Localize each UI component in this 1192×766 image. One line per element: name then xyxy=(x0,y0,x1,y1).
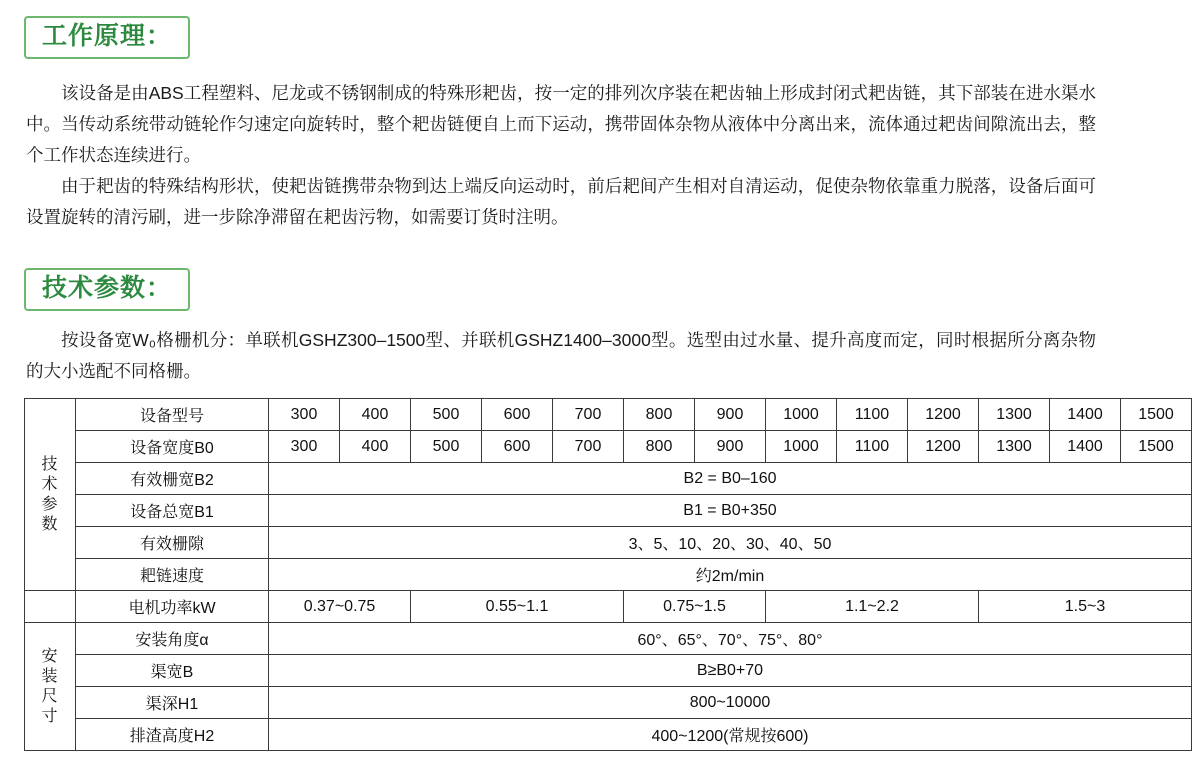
width-cell-4: 700 xyxy=(553,431,624,463)
row-label-angle: 安装角度α xyxy=(76,623,269,655)
motor-power-value-3: 1.1~2.2 xyxy=(766,591,979,623)
model-cell-6: 900 xyxy=(695,399,766,431)
spec-table xyxy=(24,398,1192,751)
section-heading-parameters-wrap xyxy=(24,268,190,311)
gap-value: 3、5、10、20、30、40、50 xyxy=(269,527,1192,559)
model-cell-7: 1000 xyxy=(766,399,837,431)
side-label-tech-text: 技术参数 xyxy=(41,455,59,533)
row-label-total-b1: 设备总宽B1 xyxy=(76,495,269,527)
width-cell-10: 1300 xyxy=(979,431,1050,463)
table-row xyxy=(25,623,1192,655)
table-row xyxy=(25,527,1192,559)
model-cell-8: 1100 xyxy=(837,399,908,431)
model-cell-9: 1200 xyxy=(908,399,979,431)
chain-speed-value: 约2m/min xyxy=(269,559,1192,591)
table-row xyxy=(25,559,1192,591)
discharge-height-value: 400~1200(常规按600) xyxy=(269,719,1192,751)
motor-power-value-1: 0.55~1.1 xyxy=(411,591,624,623)
row-label-motor-power: 电机功率kW xyxy=(76,591,269,623)
table-row xyxy=(25,463,1192,495)
width-cell-5: 800 xyxy=(624,431,695,463)
principle-paragraph-1: 该设备是由ABS工程塑料、尼龙或不锈钢制成的特殊形耙齿，按一定的排列次序装在耙齿轴上形成封闭式耙齿链，其下部装在进水渠水中。当传动系统带动链轮作匀速定向旋转时，整个耙齿链便自上而下运动，携带固体杂物从液体中分离出来，流体通过耙齿间隙流出去，整个工作状态连续进行。 xyxy=(26,83,1096,165)
section-heading-principle-wrap xyxy=(24,16,190,59)
model-cell-0: 300 xyxy=(269,399,340,431)
table-row xyxy=(25,399,1192,431)
width-cell-6: 900 xyxy=(695,431,766,463)
model-cell-2: 500 xyxy=(411,399,482,431)
row-label-channel-width: 渠宽B xyxy=(76,655,269,687)
motor-power-value-2: 0.75~1.5 xyxy=(624,591,766,623)
side-label-tech-bottom xyxy=(25,591,76,623)
side-label-install xyxy=(25,623,76,751)
model-cell-1: 400 xyxy=(340,399,411,431)
table-row xyxy=(25,655,1192,687)
model-cell-4: 700 xyxy=(553,399,624,431)
spec-table-wrap xyxy=(24,398,1174,751)
model-cell-11: 1400 xyxy=(1050,399,1121,431)
row-label-discharge-height: 排渣高度H2 xyxy=(76,719,269,751)
table-row xyxy=(25,495,1192,527)
table-row xyxy=(25,719,1192,751)
principle-paragraph-2: 由于耙齿的特殊结构形状，使耙齿链携带杂物到达上端反向运动时，前后耙间产生相对自清运动，促使杂物依靠重力脱落，设备后面可设置旋转的清污刷，进一步除净滞留在耙齿污物，如需要订货时注明。 xyxy=(26,176,1096,227)
table-row xyxy=(25,431,1192,463)
channel-width-value: B≥B0+70 xyxy=(269,655,1192,687)
row-label-width-b0: 设备宽度B0 xyxy=(76,431,269,463)
motor-power-value-0: 0.37~0.75 xyxy=(269,591,411,623)
model-cell-12: 1500 xyxy=(1121,399,1192,431)
width-cell-9: 1200 xyxy=(908,431,979,463)
effective-b2-value: B2 = B0–160 xyxy=(269,463,1192,495)
model-cell-5: 800 xyxy=(624,399,695,431)
width-cell-11: 1400 xyxy=(1050,431,1121,463)
side-label-install-text: 安装尺寸 xyxy=(41,647,59,725)
channel-depth-value: 800~10000 xyxy=(269,687,1192,719)
row-label-channel-depth: 渠深H1 xyxy=(76,687,269,719)
row-label-chain-speed: 耙链速度 xyxy=(76,559,269,591)
total-b1-value: B1 = B0+350 xyxy=(269,495,1192,527)
model-cell-3: 600 xyxy=(482,399,553,431)
motor-power-value-4: 1.5~3 xyxy=(979,591,1192,623)
model-cell-10: 1300 xyxy=(979,399,1050,431)
width-cell-3: 600 xyxy=(482,431,553,463)
parameters-paragraph: 按设备宽W₀格栅机分：单联机GSHZ300–1500型、并联机GSHZ1400–3000型。选型由过水量、提升高度而定，同时根据所分离杂物的大小选配不同格栅。 xyxy=(26,330,1096,381)
section-heading-parameters: 技术参数： xyxy=(24,268,190,311)
side-label-tech xyxy=(25,399,76,591)
width-cell-0: 300 xyxy=(269,431,340,463)
row-label-model: 设备型号 xyxy=(76,399,269,431)
row-label-effective-b2: 有效栅宽B2 xyxy=(76,463,269,495)
width-cell-1: 400 xyxy=(340,431,411,463)
width-cell-7: 1000 xyxy=(766,431,837,463)
width-cell-8: 1100 xyxy=(837,431,908,463)
width-cell-2: 500 xyxy=(411,431,482,463)
width-cell-12: 1500 xyxy=(1121,431,1192,463)
table-row xyxy=(25,687,1192,719)
angle-value: 60°、65°、70°、75°、80° xyxy=(269,623,1192,655)
section-heading-principle: 工作原理： xyxy=(24,16,190,59)
row-label-gap: 有效栅隙 xyxy=(76,527,269,559)
table-row xyxy=(25,591,1192,623)
